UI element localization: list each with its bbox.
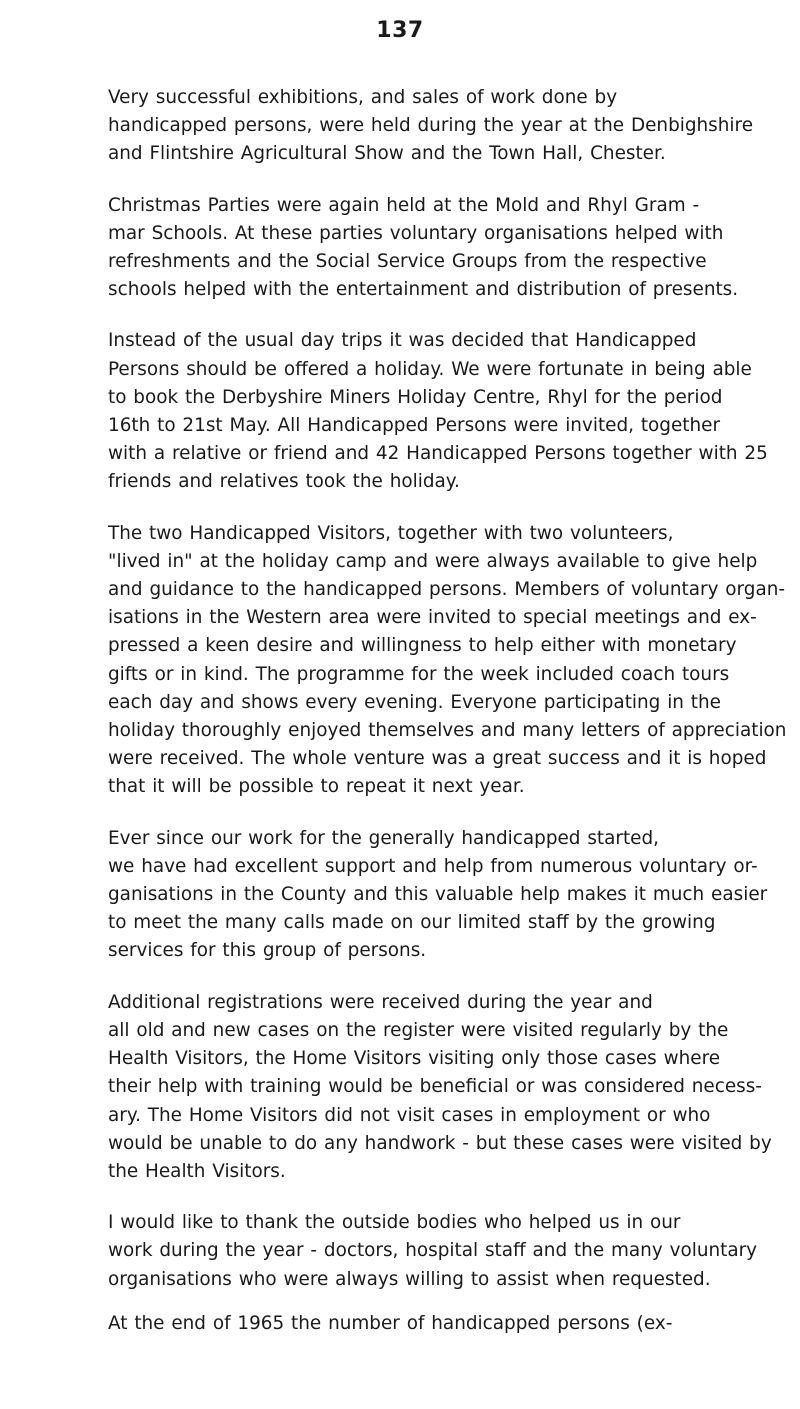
text-line: pressed a keen desire and willingness to help either with monetary bbox=[108, 635, 737, 657]
text-line: all old and new cases on the register were visited regularly by the bbox=[108, 1019, 729, 1041]
text-line: Very successful exhibitions, and sales of work done by bbox=[108, 87, 618, 108]
text-line: holiday thoroughly enjoyed themselves and many letters of appreciation bbox=[108, 720, 787, 742]
text-line: the Health Visitors. bbox=[108, 1160, 286, 1182]
text-line: Persons should be offered a holiday. We were fortunate in being able bbox=[108, 358, 752, 380]
paragraph bbox=[56, 327, 768, 496]
page-number: 137 bbox=[376, 18, 424, 43]
text-line: that it will be possible to repeat it next year. bbox=[108, 776, 525, 798]
text-line: services for this group of persons. bbox=[108, 940, 427, 962]
text-line: to meet the many calls made on our limited staff by the growing bbox=[108, 912, 716, 934]
text-line: Christmas Parties were again held at the Mold and Rhyl Gram - bbox=[108, 194, 700, 216]
text-line: schools helped with the entertainment and distribution of presents. bbox=[108, 279, 739, 301]
text-line: Health Visitors, the Home Visitors visiting only those cases where bbox=[108, 1048, 721, 1070]
paragraph bbox=[56, 520, 787, 802]
text-line: to book the Derbyshire Miners Holiday Centre, Rhyl for the period bbox=[108, 386, 723, 408]
text-line: and guidance to the handicapped persons. Members of voluntary organ- bbox=[108, 579, 786, 601]
text-line: isations in the Western area were invited to special meetings and ex- bbox=[108, 607, 757, 629]
text-line: At the end of 1965 the number of handicapped persons (ex- bbox=[108, 1312, 673, 1334]
text-line: were received. The whole venture was a great success and it is hoped bbox=[108, 748, 767, 770]
text-line: Additional registrations were received during the year and bbox=[108, 991, 653, 1013]
paragraph bbox=[56, 192, 756, 305]
paragraph bbox=[56, 989, 772, 1186]
text-line: handicapped persons, were held during the year at the Denbighshire bbox=[108, 115, 754, 137]
paragraph bbox=[56, 84, 756, 169]
text-line: work during the year - doctors, hospital staff and the many voluntary bbox=[108, 1240, 758, 1262]
text-line: "lived in" at the holiday camp and were always available to give help bbox=[108, 550, 758, 572]
text-line: each day and shows every evening. Everyone participating in the bbox=[108, 691, 721, 713]
text-line: their help with training would be beneficial or was considered necess- bbox=[108, 1076, 762, 1098]
text-line: I would like to thank the outside bodies who helped us in our bbox=[108, 1212, 681, 1234]
text-line: ganisations in the County and this valuable help makes it much easier bbox=[108, 884, 768, 906]
text-line: organisations who were always willing to assist when requested. bbox=[108, 1268, 711, 1290]
text-line: gifts or in kind. The programme for the week included coach tours bbox=[108, 663, 730, 685]
text-line: ary. The Home Visitors did not visit cases in employment or who bbox=[108, 1104, 711, 1126]
text-line: friends and relatives took the holiday. bbox=[108, 471, 460, 493]
paragraph bbox=[56, 1209, 756, 1294]
body-text bbox=[56, 84, 787, 1338]
paragraph bbox=[56, 1310, 756, 1338]
text-line: 16th to 21st May. All Handicapped Persons were invited, together bbox=[108, 415, 721, 437]
text-line: Ever since our work for the generally handicapped started, bbox=[108, 827, 659, 849]
text-line: refreshments and the Social Service Groups from the respective bbox=[108, 251, 707, 273]
text-line: mar Schools. At these parties voluntary organisations helped with bbox=[108, 222, 724, 244]
text-line: The two Handicapped Visitors, together with two volunteers, bbox=[108, 522, 674, 544]
text-line: and Flintshire Agricultural Show and the Town Hall, Chester. bbox=[108, 143, 666, 165]
text-line: with a relative or friend and 42 Handicapped Persons together with 25 bbox=[108, 443, 768, 465]
text-line: would be unable to do any handwork - but these cases were visited by bbox=[108, 1132, 772, 1154]
text-line: we have had excellent support and help from numerous voluntary or- bbox=[108, 855, 758, 877]
paragraph bbox=[56, 825, 768, 966]
text-line: Instead of the usual day trips it was decided that Handicapped bbox=[108, 330, 697, 352]
